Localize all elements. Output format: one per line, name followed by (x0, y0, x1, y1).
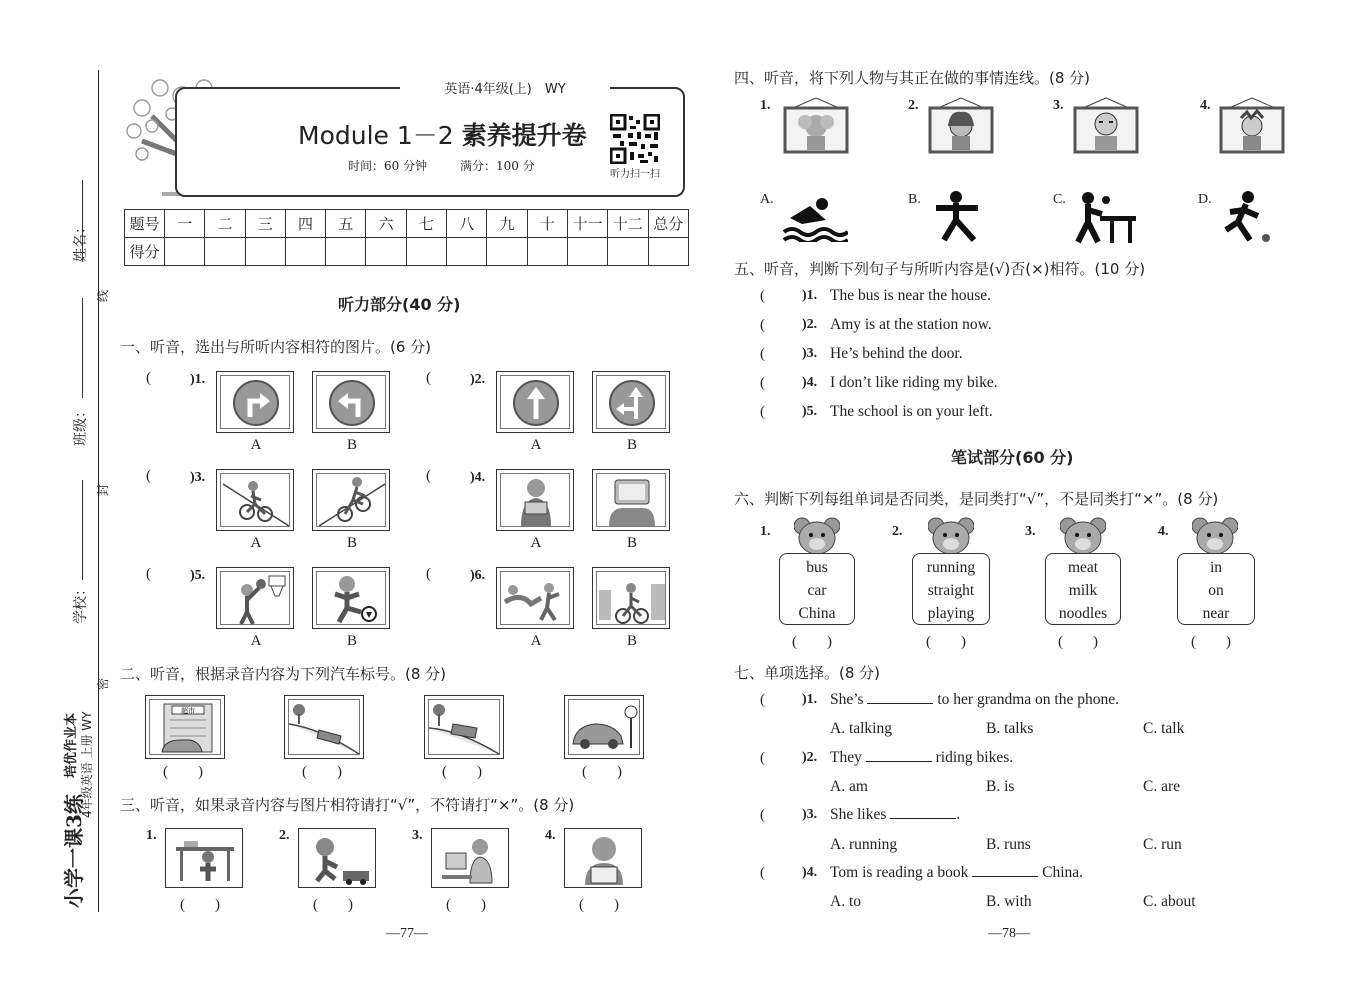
question-number: 1. (146, 828, 157, 843)
choice-b[interactable]: B. talks (986, 720, 1034, 737)
portrait-frame-grandpa-icon[interactable] (1073, 96, 1139, 154)
option-picture[interactable] (312, 567, 390, 629)
word: running (926, 559, 976, 576)
question-number: )2. (802, 750, 818, 765)
question-number: 2. (279, 828, 290, 843)
answer-paren[interactable]: ( ) (582, 764, 622, 780)
car-at-bus-stop-icon (569, 700, 641, 756)
question-number: )4. (470, 470, 486, 485)
swimming-icon[interactable] (782, 190, 848, 242)
word: China (798, 605, 836, 622)
judge-picture[interactable] (298, 828, 376, 888)
word: noodles (1058, 605, 1108, 622)
option-label: B (626, 633, 637, 649)
score-input-cell[interactable] (406, 238, 446, 266)
portrait-frame-girl-icon[interactable] (928, 96, 994, 154)
answer-paren[interactable]: ( (760, 288, 765, 304)
question-number: 3. (1053, 98, 1064, 113)
car-going-downhill-icon (289, 700, 361, 756)
answer-paren[interactable]: ( ) (180, 897, 220, 913)
score-table-cell: 总分 (648, 210, 688, 238)
answer-paren[interactable]: ( (426, 566, 431, 582)
choice-b[interactable]: B. is (986, 778, 1015, 795)
answer-paren[interactable]: ( ) (926, 634, 966, 650)
word: in (1209, 559, 1223, 576)
answer-paren[interactable]: ( (760, 692, 765, 708)
writing-title: 笔试部分(60 分) (951, 448, 1074, 467)
portrait-frame-elephant-icon[interactable] (783, 96, 849, 154)
choice-a[interactable]: A. to (830, 893, 861, 910)
car-picture[interactable] (145, 695, 225, 759)
judge-picture[interactable] (431, 828, 509, 888)
choice-c[interactable]: C. are (1143, 778, 1181, 795)
answer-paren[interactable]: ( (426, 370, 431, 386)
woman-reading-icon (501, 474, 571, 528)
option-letter: C. (1053, 192, 1066, 207)
answer-paren[interactable]: ( (760, 750, 765, 766)
option-label: B (346, 633, 357, 649)
stretching-icon[interactable] (930, 190, 986, 244)
bear-head-icon (1192, 516, 1238, 556)
statement: The school is on your left. (830, 403, 993, 420)
answer-paren[interactable]: ( (760, 346, 765, 362)
question-number: )4. (802, 865, 818, 880)
word: milk (1068, 582, 1098, 599)
word: playing (927, 605, 975, 622)
student-at-desk-icon (170, 833, 240, 885)
choice-c[interactable]: C. talk (1143, 720, 1185, 737)
section-4-title: 四、听音，将下列人物与其正在做的事情连线。(8 分) (734, 69, 1091, 87)
page-number-right: —78— (988, 926, 1030, 941)
answer-paren[interactable]: ( ) (446, 897, 486, 913)
judge-picture[interactable] (564, 828, 642, 888)
option-picture[interactable] (496, 567, 574, 629)
option-picture[interactable] (312, 371, 390, 433)
score-table (124, 209, 689, 266)
kids-playing-icon (501, 572, 571, 626)
word-card (779, 553, 855, 625)
choice-b[interactable]: B. runs (986, 836, 1031, 853)
portrait-frame-boy-icon[interactable] (1219, 96, 1285, 154)
man-with-computer-icon (436, 833, 506, 885)
option-picture[interactable] (312, 469, 390, 531)
straight-or-left-sign-icon (608, 379, 656, 427)
option-picture[interactable] (496, 371, 574, 433)
old-man-watching-tv-icon (597, 474, 667, 528)
answer-paren[interactable]: ( (146, 468, 151, 484)
cut-mark-line: 线 (96, 289, 110, 302)
class-line (82, 298, 83, 398)
answer-paren[interactable]: ( (760, 807, 765, 823)
score-table-cell: 题号 (125, 210, 165, 238)
answer-paren[interactable]: ( (426, 468, 431, 484)
brand-sub: 培优作业本 (64, 712, 79, 778)
score-table-cell: 六 (366, 210, 406, 238)
score-input-cell[interactable] (567, 238, 607, 266)
question-number: )4. (802, 375, 818, 390)
score-input-cell[interactable] (285, 238, 325, 266)
time-label: 时间：60 分钟 (348, 159, 428, 173)
cut-mark-seal: 封 (96, 483, 110, 496)
option-picture[interactable] (592, 469, 670, 531)
score-input-cell[interactable] (447, 238, 487, 266)
question-number: )1. (802, 288, 818, 303)
title-cn: 素养提升卷 (461, 121, 587, 150)
score-input-cell[interactable] (608, 238, 648, 266)
question-number: 2. (892, 524, 903, 539)
answer-paren[interactable]: ( ) (792, 634, 832, 650)
turn-right-sign-icon (232, 379, 280, 427)
answer-paren[interactable]: ( ) (163, 764, 203, 780)
qr-code-icon[interactable] (610, 114, 660, 164)
option-label: B (346, 437, 357, 453)
score-table-header-row (125, 210, 689, 238)
boy-cycling-downhill-icon (221, 474, 291, 528)
score-row-label: 得分 (125, 238, 165, 266)
score-label: 满分：100 分 (460, 159, 535, 173)
question-number: 4. (1158, 524, 1169, 539)
school-label: 学校： (73, 582, 89, 624)
option-label: A (530, 535, 542, 551)
question-number: )1. (802, 692, 818, 707)
question-number: )2. (470, 372, 486, 387)
boy-with-toy-train-icon (303, 833, 373, 885)
score-table-cell: 九 (487, 210, 527, 238)
choice-a[interactable]: A. am (830, 778, 868, 795)
name-line (82, 180, 83, 262)
page-number-left: —77— (386, 926, 428, 941)
question-number: )3. (802, 346, 818, 361)
choice-b[interactable]: B. with (986, 893, 1032, 910)
answer-paren[interactable]: ( (146, 566, 151, 582)
score-table-cell: 七 (406, 210, 446, 238)
word: near (1202, 605, 1230, 622)
brand-logo: 小学一课3练 (62, 794, 86, 908)
option-picture[interactable] (216, 567, 294, 629)
option-letter: B. (908, 192, 921, 207)
section-2-title: 二、听音，根据录音内容为下列汽车标号。(8 分) (120, 665, 447, 683)
question-number: 3. (1025, 524, 1036, 539)
supermarket-sign: 超市 (181, 707, 195, 715)
option-label: A (530, 437, 542, 453)
question-number: )2. (802, 317, 818, 332)
statement: I don’t like riding my bike. (830, 374, 998, 391)
question-number: )5. (802, 404, 818, 419)
bear-head-icon (1060, 516, 1106, 556)
title-module: Module 1－2 (298, 121, 462, 150)
score-table-cell: 十一 (567, 210, 607, 238)
score-table-cell: 五 (326, 210, 366, 238)
question-number: )3. (802, 807, 818, 822)
fill-blank[interactable] (866, 750, 932, 762)
question-number: 4. (545, 828, 556, 843)
option-picture[interactable] (592, 371, 670, 433)
bear-head-icon (928, 516, 974, 556)
boy-reading-book-icon (569, 833, 639, 885)
section-6-title: 六、判断下列每组单词是否同类，是同类打“√”，不是同类打“×”。(8 分) (734, 490, 1219, 508)
answer-paren[interactable]: ( ) (579, 897, 619, 913)
running-icon[interactable] (1218, 190, 1274, 244)
score-input-cell[interactable] (648, 238, 688, 266)
straight-ahead-sign-icon (512, 379, 560, 427)
question-sentence: She’s to her grandma on the phone. (830, 691, 1119, 708)
word: meat (1067, 559, 1099, 576)
supermarket-car-icon (150, 700, 222, 756)
answer-paren[interactable]: ( ) (313, 897, 353, 913)
option-picture[interactable] (496, 469, 574, 531)
cut-mark-secret: 密 (96, 677, 110, 690)
question-number: )5. (190, 568, 206, 583)
page-title (298, 116, 587, 152)
option-label: B (346, 535, 357, 551)
score-input-cell[interactable] (326, 238, 366, 266)
option-letter: D. (1198, 192, 1212, 207)
question-number: 3. (412, 828, 423, 843)
choice-a[interactable]: A. running (830, 836, 898, 853)
answer-paren[interactable]: ( (760, 375, 765, 391)
car-picture[interactable] (424, 695, 504, 759)
score-table-cell: 四 (285, 210, 325, 238)
car-picture[interactable] (564, 695, 644, 759)
answer-paren[interactable]: ( ) (1191, 634, 1231, 650)
option-label: A (530, 633, 542, 649)
option-label: A (250, 633, 262, 649)
option-label: A (250, 535, 262, 551)
question-number: )3. (190, 470, 206, 485)
subject-label: 英语·4年级(上) WY (444, 82, 566, 97)
boy-cycling-uphill-icon (317, 474, 387, 528)
option-picture[interactable] (216, 371, 294, 433)
choice-c[interactable]: C. about (1143, 893, 1196, 910)
bear-head-icon (794, 516, 840, 556)
fill-blank[interactable] (972, 865, 1038, 877)
answer-paren[interactable]: ( (146, 370, 151, 386)
statement: The bus is near the house. (830, 287, 991, 304)
answer-paren[interactable]: ( ) (1058, 634, 1098, 650)
table-tennis-icon[interactable] (1070, 190, 1138, 244)
fill-blank[interactable] (867, 692, 933, 704)
section-7-title: 七、单项选择。(8 分) (734, 664, 881, 682)
girl-playing-basketball-icon (221, 572, 291, 626)
car-going-uphill-icon (429, 700, 501, 756)
word: straight (927, 582, 975, 599)
answer-paren[interactable]: ( (760, 865, 765, 881)
section-3-title: 三、听音，如果录音内容与图片相符请打“√”，不符请打“×”。(8 分) (120, 796, 575, 814)
score-table-score-row (125, 238, 689, 266)
question-number: 1. (760, 524, 771, 539)
car-picture[interactable] (284, 695, 364, 759)
question-number: )6. (470, 568, 486, 583)
score-table-cell: 十 (527, 210, 567, 238)
score-input-cell[interactable] (366, 238, 406, 266)
word: bus (806, 559, 828, 576)
grade-book: 4年级英语 上册 WY (80, 711, 94, 818)
word: on (1208, 582, 1224, 599)
question-sentence: They riding bikes. (830, 749, 1014, 766)
score-input-cell[interactable] (487, 238, 527, 266)
word: car (807, 582, 827, 599)
option-label: A (250, 437, 262, 453)
question-sentence: She likes . (830, 806, 961, 823)
score-input-cell[interactable] (527, 238, 567, 266)
question-sentence: Tom is reading a book China. (830, 864, 1084, 881)
question-number: 2. (908, 98, 919, 113)
score-input-cell[interactable] (165, 238, 205, 266)
listening-title: 听力部分(40 分) (338, 295, 461, 314)
statement: Amy is at the station now. (830, 316, 992, 333)
score-input-cell[interactable] (245, 238, 285, 266)
answer-paren[interactable]: ( ) (302, 764, 342, 780)
score-table-cell: 一 (165, 210, 205, 238)
option-picture[interactable] (216, 469, 294, 531)
section-1-title: 一、听音，选出与所听内容相符的图片。(6 分) (120, 338, 432, 356)
question-number: 4. (1200, 98, 1211, 113)
question-number: 1. (760, 98, 771, 113)
fill-blank[interactable] (890, 807, 956, 819)
qr-caption: 听力扫一扫 (610, 169, 660, 180)
word-card (1177, 553, 1255, 625)
class-label: 班级： (73, 404, 89, 446)
answer-paren[interactable]: ( (760, 317, 765, 333)
turn-left-sign-icon (328, 379, 376, 427)
word-card (1045, 553, 1121, 625)
option-label: B (626, 535, 637, 551)
school-line (82, 480, 83, 580)
option-picture[interactable] (592, 567, 670, 629)
answer-paren[interactable]: ( (760, 404, 765, 420)
score-table-cell: 八 (447, 210, 487, 238)
choice-a[interactable]: A. talking (830, 720, 892, 737)
answer-paren[interactable]: ( ) (442, 764, 482, 780)
option-label: B (626, 437, 637, 453)
section-5-title: 五、听音，判断下列句子与所听内容是(√)否(×)相符。(10 分) (734, 260, 1146, 278)
boy-playing-football-icon (317, 572, 387, 626)
boy-riding-bike-city-icon (597, 572, 667, 626)
judge-picture[interactable] (165, 828, 243, 888)
choice-c[interactable]: C. run (1143, 836, 1182, 853)
statement: He’s behind the door. (830, 345, 963, 362)
score-table-cell: 十二 (608, 210, 648, 238)
score-input-cell[interactable] (205, 238, 245, 266)
word-card (912, 553, 990, 625)
option-letter: A. (760, 192, 774, 207)
name-label: 姓名： (73, 220, 89, 262)
score-table-cell: 三 (245, 210, 285, 238)
question-number: )1. (190, 372, 206, 387)
score-table-cell: 二 (205, 210, 245, 238)
